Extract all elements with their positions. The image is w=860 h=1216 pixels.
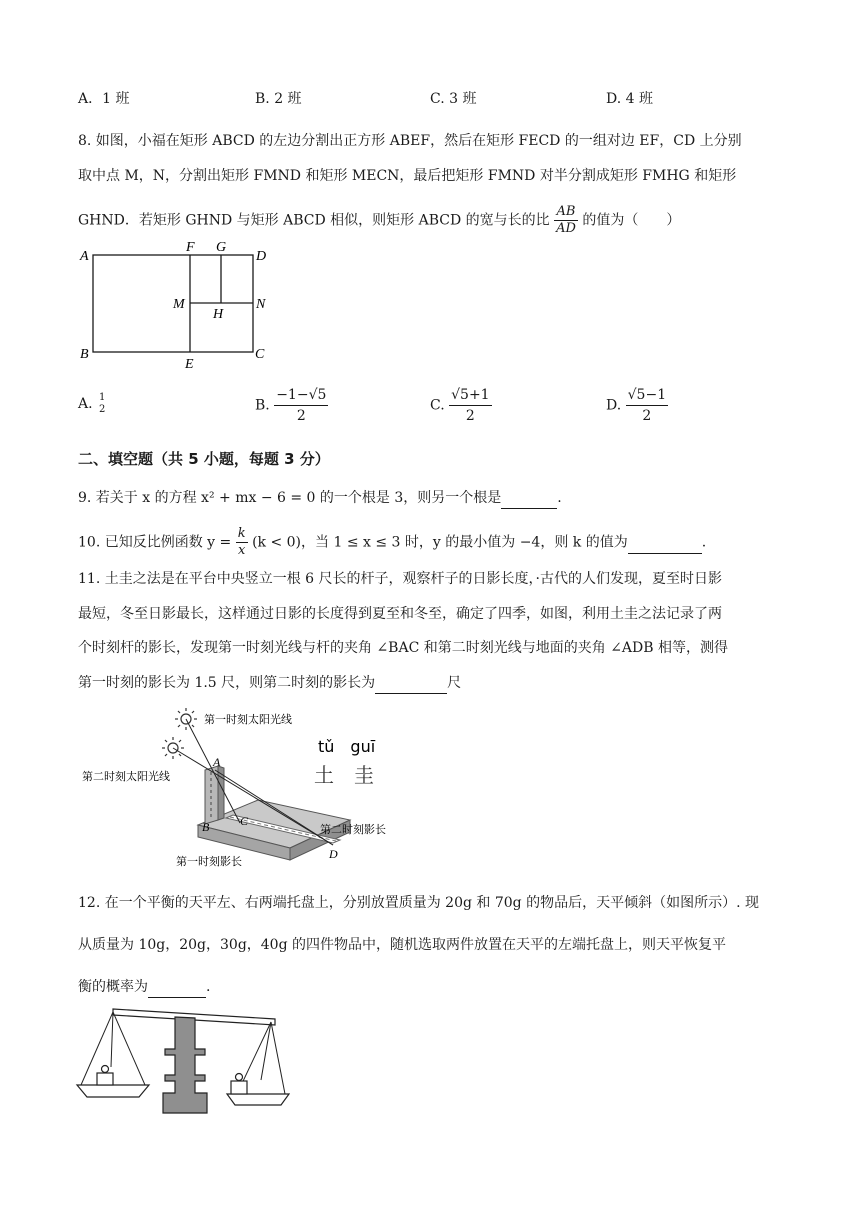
q12-line-3-pre: 衡的概率为: [78, 979, 148, 995]
tugui-label-d: D: [329, 847, 338, 861]
q10-fraction: [236, 526, 248, 559]
q9-text: [78, 488, 562, 509]
q10-fraction-num: k: [237, 526, 246, 541]
q8-line-1: 8. 如图，小福在矩形 ABCD 的左边分割出正方形 ABEF，然后在矩形 FECD 的一组对边 EF，CD 上分别: [78, 133, 742, 149]
label-f: F: [186, 240, 195, 255]
q8-ratio-fraction: [554, 204, 578, 237]
q11-line-4-pre: 第一时刻的影长为 1.5 尺，则第二时刻的影长为: [78, 675, 376, 691]
q8-ratio-denominator: AD: [556, 221, 576, 236]
label-b: B: [80, 347, 89, 362]
q11-answer-blank: [375, 673, 447, 694]
shadow1-label: 第一时刻影长: [176, 855, 242, 868]
q9-answer-blank: [501, 488, 557, 509]
q12-line-3-post: .: [206, 979, 211, 995]
q10-answer-blank: [628, 533, 702, 554]
q12-line-3: [78, 977, 210, 998]
q7-option-c: C. 3 班: [430, 91, 477, 107]
q12-line-1: 12. 在一个平衡的天平左、右两端托盘上，分别放置质量为 20g 和 70g 的物品后，天平倾斜（如图所示）. 现: [78, 895, 759, 911]
q8-option-b: [255, 385, 328, 426]
q8-line-3-post: 的值为（ ）: [582, 212, 681, 229]
q8-option-b-den: 2: [296, 408, 306, 424]
q11-line-3: 个时刻杆的影长，发现第一时刻光线与杆的夹角 ∠BAC 和第二时刻光线与地面的夹角 ∠ADB 相等，测得: [78, 640, 728, 656]
q8-option-d-label: D.: [606, 397, 622, 414]
q8-option-c-num: √5+1: [449, 385, 491, 406]
tugui-title: 土 圭: [314, 763, 374, 787]
right-weight: [231, 1081, 247, 1094]
label-a: A: [80, 249, 89, 264]
q8-option-c-label: C.: [430, 397, 445, 414]
q8-ratio-numerator: AB: [554, 204, 578, 221]
q8-line-3-pre: GHND．若矩形 GHND 与矩形 ABCD 相似，则矩形 ABCD 的宽与长的比: [78, 212, 550, 229]
tugui-label-b: B: [202, 820, 210, 834]
left-pan: [77, 1085, 149, 1097]
label-h: H: [213, 307, 224, 322]
tugui-pinyin: tǔ guī: [318, 737, 376, 756]
label-e: E: [185, 357, 194, 372]
tugui-label-c: C: [240, 814, 249, 828]
q8-option-b-fraction: [274, 385, 328, 426]
section-2-title: 二、填空题（共 5 小题，每题 3 分）: [78, 450, 330, 468]
q10-text-post: .: [701, 534, 707, 551]
q8-option-c-den: 2: [465, 408, 475, 424]
q8-option-a-den: 2: [99, 404, 106, 415]
label-c: C: [255, 347, 265, 362]
q8-option-b-label: B.: [255, 397, 270, 414]
q8-option-d-fraction: [626, 385, 668, 426]
left-weight: [97, 1073, 113, 1085]
q12-answer-blank: [148, 977, 206, 998]
q8-line-2: 取中点 M，N，分割出矩形 FMND 和矩形 MECN，最后把矩形 FMND 对半分割成矩形 FMHG 和矩形: [78, 168, 737, 184]
right-pan: [227, 1094, 289, 1105]
q7-option-d: D. 4 班: [606, 91, 653, 107]
q11-line-1: 11. 土圭之法是在平台中央竖立一根 6 尺长的杆子，观察杆子的日影长度，·古代的人们发现，夏至时日影: [78, 571, 722, 587]
q8-option-b-num: −1−√5: [274, 385, 328, 406]
label-m: M: [173, 297, 185, 312]
label-g: G: [216, 240, 227, 255]
q7-option-b: B. 2 班: [255, 91, 302, 107]
q9-text-post: .: [557, 490, 562, 506]
q8-option-d: [606, 385, 668, 426]
tugui-figure: [78, 700, 408, 875]
q7-option-a: A．1 班: [78, 91, 130, 107]
q8-option-c-fraction: [449, 385, 491, 426]
tugui-label-a: A: [213, 755, 221, 769]
q10-fraction-den: x: [237, 543, 246, 558]
label-n: N: [256, 297, 266, 312]
q8-option-a: [78, 392, 107, 416]
q8-option-a-label: A.: [78, 396, 93, 412]
q10-text-mid: (k < 0)，当 1 ≤ x ≤ 3 时，y 的最小值为 −4，则 k 的值为: [252, 534, 628, 551]
q11-line-4-post: 尺: [447, 675, 462, 691]
q12-line-2: 从质量为 10g，20g，30g，40g 的四件物品中，随机选取两件放置在天平的左端托盘上，则天平恢复平: [78, 937, 727, 953]
q8-option-a-fraction: [97, 392, 107, 416]
shadow2-label: 第二时刻影长: [320, 823, 386, 836]
q8-rectangle-figure: [75, 240, 285, 375]
q8-line-3: [78, 204, 680, 237]
q9-text-pre: 9. 若关于 x 的方程 x² + mx − 6 = 0 的一个根是 3，则另一个根是: [78, 490, 502, 506]
q8-option-d-num: √5−1: [626, 385, 668, 406]
q8-option-d-den: 2: [642, 408, 652, 424]
q10-text: [78, 526, 706, 559]
balance-stand: [163, 1017, 207, 1113]
q10-text-pre: 10. 已知反比例函数 y =: [78, 534, 232, 551]
q11-line-4: [78, 673, 461, 694]
q8-option-a-num: 1: [99, 392, 106, 403]
sun1-label: 第一时刻太阳光线: [204, 713, 292, 726]
sun2-label: 第二时刻太阳光线: [82, 770, 170, 783]
q8-option-c: [430, 385, 492, 426]
q11-line-2: 最短，冬至日影最长，这样通过日影的长度得到夏至和冬至，确定了四季，如图，利用土圭之法记录了两: [78, 606, 722, 622]
label-d: D: [256, 249, 267, 264]
balance-scale-figure: [75, 1005, 290, 1117]
